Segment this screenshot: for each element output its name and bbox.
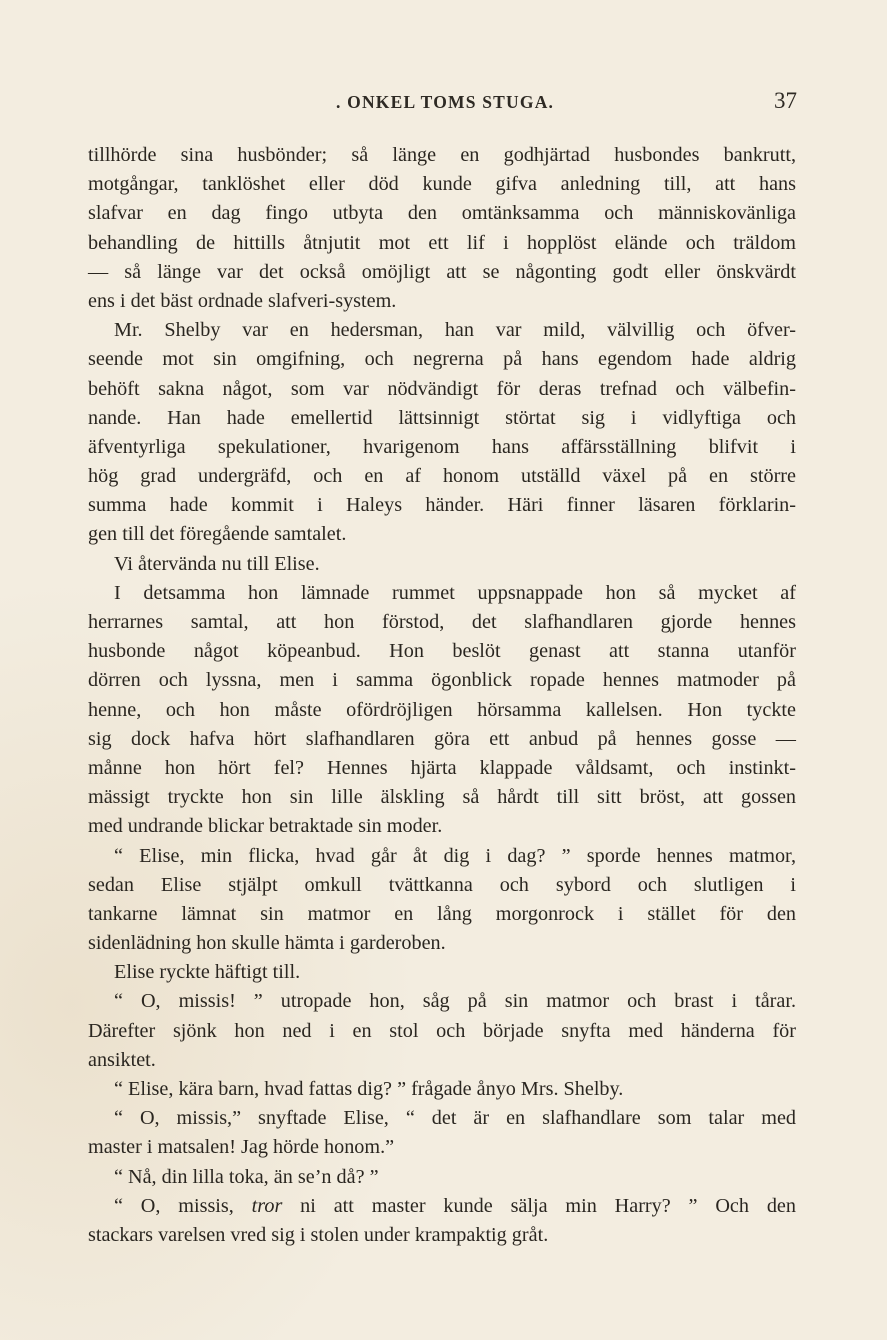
text-line: äfventyrliga spekulationer, hvarigenom hans affärsställning blifvit i xyxy=(88,435,796,458)
text-line: med undrande blickar betraktade sin moder. xyxy=(88,815,443,838)
text-line: I detsamma hon lämnade rummet uppsnappade hon så mycket af xyxy=(114,581,796,604)
text-line: master i matsalen! Jag hörde honom.” xyxy=(88,1136,395,1159)
text-line: “ O, missis, tror ni att master kunde sälja min Harry? ” Och den xyxy=(114,1194,796,1217)
text-line: “ Elise, min flicka, hvad går åt dig i dag? ” sporde hennes matmor, xyxy=(114,844,796,867)
text-line: “ O, missis,” snyftade Elise, “ det är en slafhandlare som talar med xyxy=(114,1107,796,1130)
text-line: motgångar, tanklöshet eller död kunde gifva anledning till, att hans xyxy=(88,173,796,196)
text-line: henne, och hon måste ofördröjligen hörsamma kallelsen. Hon tyckte xyxy=(88,698,796,721)
text-line: stackars varelsen vred sig i stolen under krampaktig gråt. xyxy=(88,1223,549,1246)
text-line: — så länge var det också omöjligt att se någonting godt eller önskvärdt xyxy=(88,260,796,283)
text-line: nande. Han hade emellertid lättsinnigt störtat sig i vidlyftiga och xyxy=(88,406,796,429)
text-line: Därefter sjönk hon ned i en stol och började snyfta med händerna för xyxy=(88,1019,796,1042)
text-line: Elise ryckte häftigt till. xyxy=(114,961,301,984)
text-line: behandling de hittills åtnjutit mot ett lif i hopplöst elände och träldom xyxy=(88,231,796,254)
text-line: husbonde något köpeanbud. Hon beslöt genast att stanna utanför xyxy=(88,640,796,663)
text-line: herrarnes samtal, att hon förstod, det slafhandlaren gjorde hennes xyxy=(88,611,796,633)
text-line: ansiktet. xyxy=(88,1048,156,1071)
text-line: gen till det föregående samtalet. xyxy=(88,523,347,546)
text-line: sidenlädning hon skulle hämta i garderoben. xyxy=(88,932,446,955)
text-line: behöft sakna något, som var nödvändigt för deras trefnad och välbefin- xyxy=(88,377,796,400)
running-head xyxy=(0,88,887,118)
body-text xyxy=(88,141,796,1250)
text-line: hög grad undergräfd, och en af honom utställd växel på en större xyxy=(88,465,796,488)
text-line: månne hon hört fel? Hennes hjärta klappade våldsamt, och instinkt- xyxy=(88,756,796,779)
text-line: sedan Elise stjälpt omkull tvättkanna och sybord och slutligen i xyxy=(88,873,796,896)
text-line: Vi återvända nu till Elise. xyxy=(114,552,320,575)
running-title: . ONKEL TOMS STUGA. xyxy=(336,92,555,112)
text-line: tankarne lämnat sin matmor en lång morgonrock i stället för den xyxy=(88,902,796,925)
text-line: “ Elise, kära barn, hvad fattas dig? ” frågade ånyo Mrs. Shelby. xyxy=(114,1078,624,1100)
text-line: sig dock hafva hört slafhandlaren göra ett anbud på hennes gosse — xyxy=(88,727,796,750)
page-number: 37 xyxy=(774,88,797,113)
text-line: ens i det bäst ordnade slafveri-system. xyxy=(88,289,397,312)
text-line: summa hade kommit i Haleys händer. Häri finner läsaren förklarin- xyxy=(88,494,796,517)
text-line: “ O, missis! ” utropade hon, såg på sin matmor och brast i tårar. xyxy=(114,990,796,1013)
text-line: mässigt tryckte hon sin lille älskling så hårdt till sitt bröst, att gossen xyxy=(88,786,796,809)
text-line: tillhörde sina husbönder; så länge en godhjärtad husbondes bankrutt, xyxy=(88,144,796,166)
text-line: slafvar en dag fingo utbyta den omtänksamma och människovänliga xyxy=(88,202,796,225)
text-line: Mr. Shelby var en hedersman, han var mild, välvillig och öfver- xyxy=(114,319,796,342)
text-line: seende mot sin omgifning, och negrerna på hans egendom hade aldrig xyxy=(88,348,796,371)
text-line: dörren och lyssna, men i samma ögonblick ropade hennes matmoder på xyxy=(88,669,796,692)
text-line: “ Nå, din lilla toka, än se’n då? ” xyxy=(114,1165,379,1188)
